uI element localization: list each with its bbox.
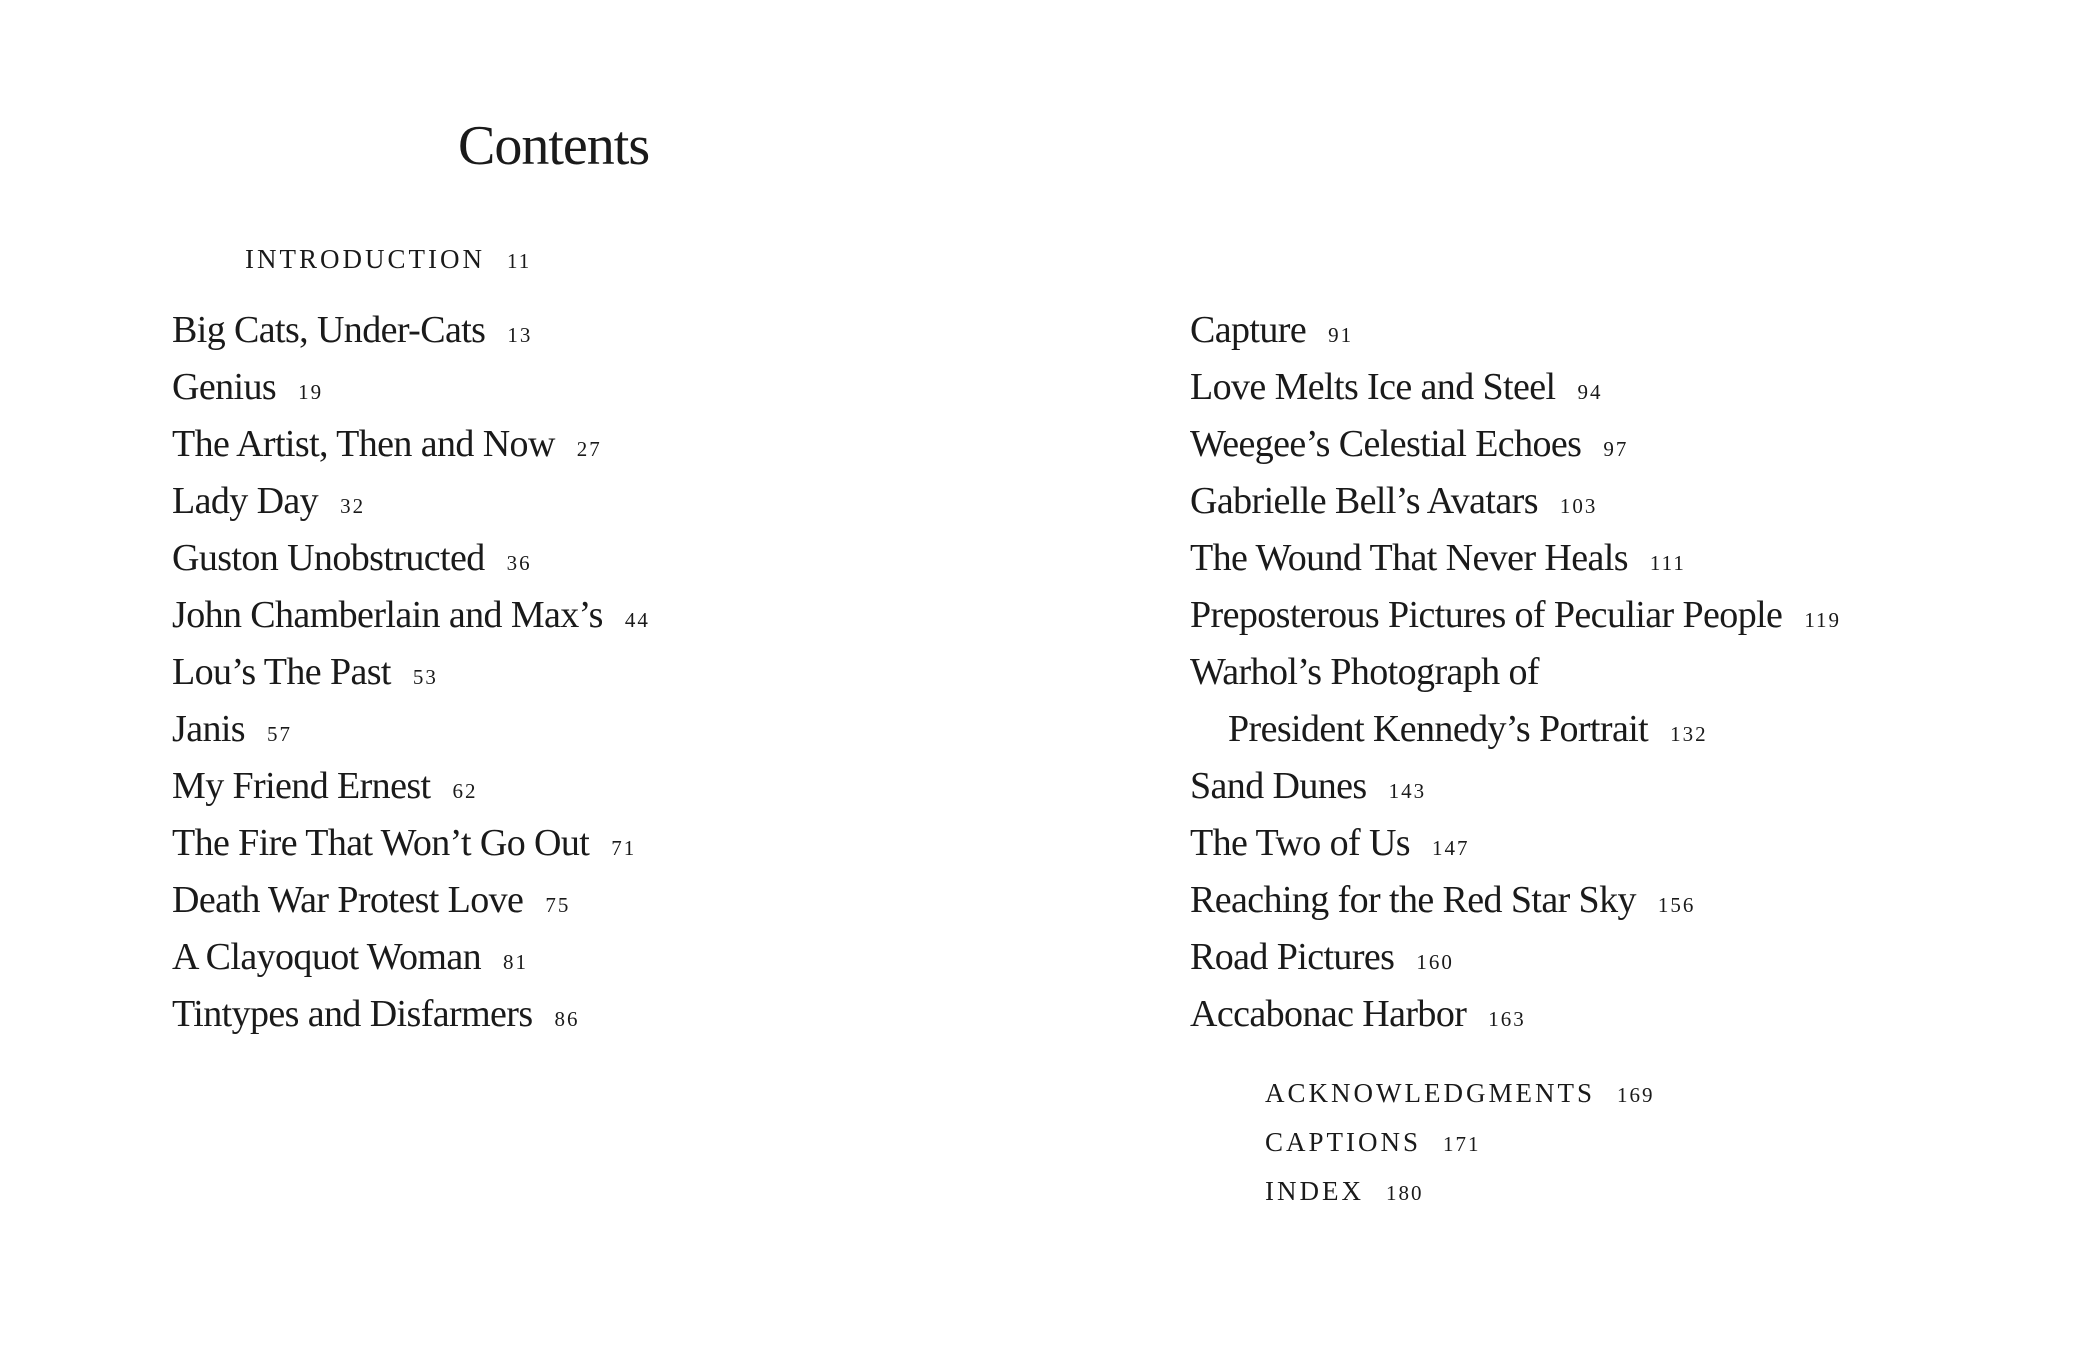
toc-entry-title: Warhol’s Photograph of <box>1190 651 1539 693</box>
toc-page-number: 171 <box>1443 1132 1481 1156</box>
toc-entry-title: Capture <box>1190 309 1307 351</box>
toc-entry-label: ACKNOWLEDGMENTS <box>1265 1078 1595 1108</box>
toc-entry[interactable] <box>1190 359 1841 416</box>
toc-page-number: 94 <box>1577 380 1603 404</box>
toc-entry[interactable] <box>1190 587 1841 644</box>
toc-entry-title: Death War Protest Love <box>172 879 524 921</box>
toc-page-number: 53 <box>412 665 438 689</box>
toc-entry[interactable] <box>172 701 650 758</box>
toc-left-column <box>172 302 650 1043</box>
toc-entry-title: John Chamberlain and Max’s <box>172 594 603 636</box>
toc-entry[interactable] <box>172 587 650 644</box>
toc-right-column <box>1190 302 1841 1043</box>
toc-entry-introduction[interactable] <box>245 246 531 273</box>
toc-page-number: 143 <box>1388 779 1427 803</box>
toc-page-number: 169 <box>1616 1083 1655 1107</box>
toc-page-number: 75 <box>545 893 571 917</box>
toc-page-number: 91 <box>1328 323 1354 347</box>
toc-entry[interactable] <box>172 815 650 872</box>
toc-page-number: 156 <box>1657 893 1696 917</box>
toc-page-number: 13 <box>507 323 533 347</box>
toc-page-number: 147 <box>1431 836 1470 860</box>
toc-entry[interactable] <box>172 359 650 416</box>
toc-entry[interactable] <box>1190 815 1841 872</box>
toc-page-number: 36 <box>506 551 532 575</box>
toc-entry-label: INDEX <box>1265 1176 1364 1206</box>
toc-entry-title-continued <box>1190 701 1841 763</box>
toc-entry[interactable] <box>172 644 650 701</box>
toc-entry[interactable] <box>1190 929 1841 986</box>
toc-entry[interactable] <box>172 416 650 473</box>
toc-entry[interactable] <box>172 929 650 986</box>
toc-entry-label: INTRODUCTION <box>245 244 485 274</box>
toc-page-number: 180 <box>1385 1181 1424 1205</box>
toc-entry-title: Sand Dunes <box>1190 765 1367 807</box>
toc-page-number: 57 <box>267 722 293 746</box>
toc-page-number: 86 <box>554 1007 580 1031</box>
toc-page-number: 71 <box>611 836 637 860</box>
toc-entry-title: The Wound That Never Heals <box>1190 537 1628 579</box>
toc-page-number: 111 <box>1649 551 1686 575</box>
toc-entry-title: Tintypes and Disfarmers <box>172 993 533 1035</box>
toc-page-number: 11 <box>506 249 532 273</box>
toc-entry[interactable] <box>1190 530 1841 587</box>
toc-entry-title: Janis <box>172 708 246 750</box>
toc-page-number: 119 <box>1804 608 1842 632</box>
toc-page-number: 62 <box>452 779 478 803</box>
toc-entry-title: The Artist, Then and Now <box>172 423 555 465</box>
toc-back-matter-entry[interactable] <box>1265 1070 1654 1119</box>
toc-entry[interactable] <box>172 530 650 587</box>
page-title: Contents <box>458 115 650 177</box>
toc-entry[interactable] <box>1190 644 1841 758</box>
toc-page-number: 163 <box>1488 1007 1526 1031</box>
toc-page-number: 81 <box>503 950 529 974</box>
toc-page-number: 97 <box>1603 437 1629 461</box>
toc-entry-title: Genius <box>172 366 277 408</box>
toc-entry[interactable] <box>1190 473 1841 530</box>
toc-entry-title: Lou’s The Past <box>172 651 391 693</box>
toc-entry[interactable] <box>1190 986 1841 1043</box>
toc-page-number: 103 <box>1559 494 1598 518</box>
toc-page-number: 32 <box>340 494 366 518</box>
toc-entry-label: CAPTIONS <box>1265 1127 1422 1157</box>
toc-entry[interactable] <box>172 473 650 530</box>
toc-page-number: 44 <box>624 608 650 632</box>
toc-entry-title: A Clayoquot Woman <box>172 936 482 978</box>
toc-entry-title: My Friend Ernest <box>172 765 431 807</box>
toc-entry[interactable] <box>172 302 650 359</box>
toc-entry[interactable] <box>1190 416 1841 473</box>
toc-entry[interactable] <box>172 872 650 929</box>
toc-entry-title: Accabonac Harbor <box>1190 993 1467 1035</box>
toc-entry-title: Gabrielle Bell’s Avatars <box>1190 480 1538 522</box>
toc-page-number: 27 <box>576 437 602 461</box>
toc-entry[interactable] <box>1190 302 1841 359</box>
toc-entry-title: Love Melts Ice and Steel <box>1190 366 1556 408</box>
toc-entry-title: The Fire That Won’t Go Out <box>172 822 590 864</box>
toc-entry-title: The Two of Us <box>1190 822 1410 864</box>
toc-page-number: 160 <box>1416 950 1454 974</box>
toc-entry-title: Weegee’s Celestial Echoes <box>1190 423 1582 465</box>
toc-entry-title: Big Cats, Under-Cats <box>172 309 486 351</box>
toc-entry-title: Guston Unobstructed <box>172 537 485 579</box>
toc-entry[interactable] <box>1190 758 1841 815</box>
toc-entry-title: Preposterous Pictures of Peculiar People <box>1190 594 1783 636</box>
toc-entry-title: Lady Day <box>172 480 319 522</box>
toc-entry[interactable] <box>172 986 650 1043</box>
toc-back-matter-entry[interactable] <box>1265 1168 1654 1217</box>
toc-page-number: 132 <box>1670 722 1708 746</box>
toc-back-matter <box>1265 1070 1654 1217</box>
toc-back-matter-entry[interactable] <box>1265 1119 1654 1168</box>
toc-entry[interactable] <box>172 758 650 815</box>
toc-entry-title: Road Pictures <box>1190 936 1395 978</box>
toc-page-number: 19 <box>298 380 324 404</box>
toc-entry-title: Reaching for the Red Star Sky <box>1190 879 1636 921</box>
toc-entry[interactable] <box>1190 872 1841 929</box>
toc-entry-title-line2: President Kennedy’s Portrait <box>1228 708 1649 750</box>
